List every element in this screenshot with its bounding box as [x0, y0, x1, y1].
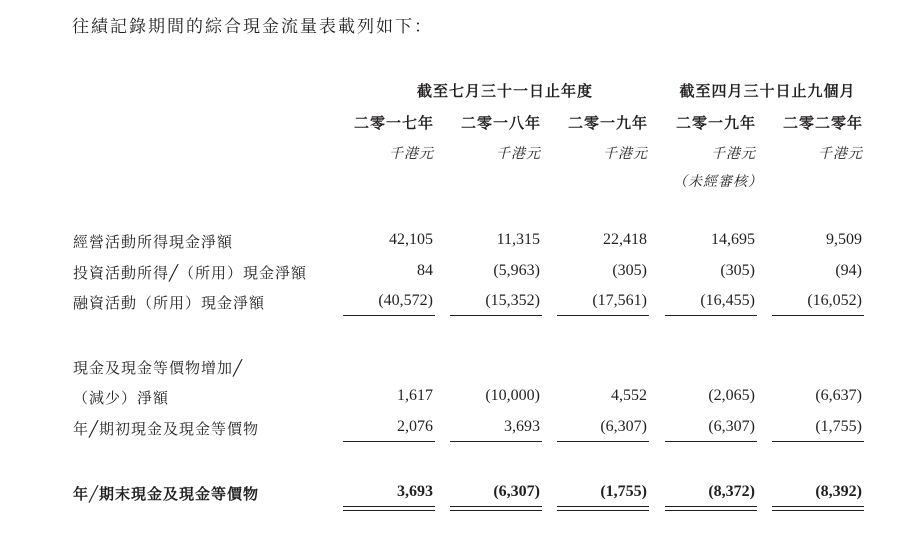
col-unit: 千港元: [818, 146, 863, 162]
cell: 84: [417, 262, 433, 279]
cell: 9,509: [826, 231, 862, 248]
total-double-rule: [343, 506, 435, 511]
cell: (40,572): [378, 292, 433, 309]
cell: (17,561): [592, 292, 647, 309]
col-unit: 千港元: [603, 146, 648, 162]
cell: (6,307): [708, 418, 755, 435]
cell: (305): [720, 262, 755, 279]
cell: (16,455): [700, 292, 755, 309]
subtotal-rule: [557, 441, 649, 442]
col-year-2017: 二零一七年: [353, 114, 434, 132]
group-header-nine-months: 截至四月三十日止九個月: [679, 82, 856, 100]
row-label-investing: 投資活動所得╱（所用）現金淨額: [73, 264, 308, 282]
col-unit: 千港元: [389, 146, 434, 162]
cell: (10,000): [485, 387, 540, 404]
col-year-2020-9m: 二零二零年: [782, 114, 863, 132]
subtotal-rule: [665, 441, 757, 442]
col-year-2019: 二零一九年: [567, 114, 648, 132]
total-cell: 3,693: [397, 483, 433, 500]
col-unit: 千港元: [711, 146, 756, 162]
cell: 14,695: [711, 231, 755, 248]
cell: 11,315: [496, 231, 540, 248]
subtotal-rule: [665, 315, 757, 316]
cell: (305): [612, 262, 647, 279]
subtotal-rule: [343, 315, 435, 316]
unaudited-note: （未經審核）: [673, 174, 763, 190]
cell: (94): [835, 262, 862, 279]
total-double-rule: [450, 506, 542, 511]
row-label-opening-cash: 年╱期初現金及現金等價物: [73, 420, 260, 438]
col-year-2018: 二零一八年: [460, 114, 541, 132]
total-cell: (6,307): [493, 483, 540, 500]
subtotal-rule: [772, 315, 864, 316]
cell: (15,352): [485, 292, 540, 309]
total-cell: (1,755): [600, 483, 647, 500]
row-label-operating: 經營活動所得現金淨額: [73, 233, 234, 251]
subtotal-rule: [450, 441, 542, 442]
cell: 1,617: [397, 387, 433, 404]
cell: 22,418: [603, 231, 647, 248]
cell: (16,052): [807, 292, 862, 309]
cell: 2,076: [397, 418, 433, 435]
total-double-rule: [772, 506, 864, 511]
cell: 4,552: [611, 387, 647, 404]
total-cell: (8,392): [815, 483, 862, 500]
total-double-rule: [557, 506, 649, 511]
row-label-net-change-line2: （減少）淨額: [73, 389, 170, 407]
cell: 3,693: [504, 418, 540, 435]
col-unit: 千港元: [496, 146, 541, 162]
total-double-rule: [665, 506, 757, 511]
subtotal-rule: [557, 315, 649, 316]
row-label-closing-cash: 年╱期末現金及現金等價物: [73, 485, 260, 503]
cell: (2,065): [708, 387, 755, 404]
cell: (5,963): [493, 262, 540, 279]
subtotal-rule: [772, 441, 864, 442]
cell: (6,637): [815, 387, 862, 404]
row-label-net-change-line1: 現金及現金等價物增加╱: [73, 359, 244, 377]
cell: (1,755): [815, 418, 862, 435]
cell: (6,307): [600, 418, 647, 435]
total-cell: (8,372): [708, 483, 755, 500]
intro-text: 往績記錄期間的綜合現金流量表載列如下：: [72, 17, 433, 37]
cell: 42,105: [389, 231, 433, 248]
subtotal-rule: [343, 441, 435, 442]
group-header-year: 截至七月三十一日止年度: [416, 82, 593, 100]
col-year-2019-9m: 二零一九年: [675, 114, 756, 132]
subtotal-rule: [450, 315, 542, 316]
row-label-financing: 融資活動（所用）現金淨額: [73, 294, 266, 312]
